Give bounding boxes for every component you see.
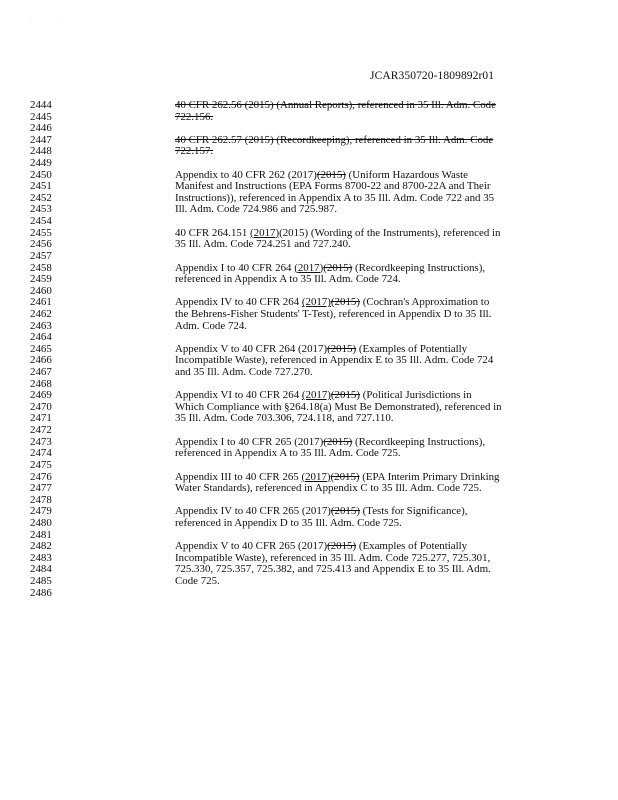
document-line xyxy=(0,100,618,112)
document-line xyxy=(0,367,618,379)
deleted-text: (2015) xyxy=(330,296,360,309)
text-segment: (EPA Interim Primary Drinking xyxy=(359,470,500,483)
deleted-text: (2015) xyxy=(330,470,360,483)
text-segment: referenced in Appendix D to 35 Ill. Adm. Code 725. xyxy=(175,516,402,529)
line-number: 2470 xyxy=(30,400,52,413)
text-segment: Ill. Adm. Code 724.986 and 725.987. xyxy=(175,203,338,216)
document-line xyxy=(0,483,618,495)
document-line xyxy=(0,518,618,530)
line-number: 2458 xyxy=(30,261,52,274)
line-number: 2473 xyxy=(30,435,52,448)
line-number: 2467 xyxy=(30,366,52,379)
line-text xyxy=(175,564,491,576)
text-segment: Code 725. xyxy=(175,574,220,587)
line-text xyxy=(175,448,401,460)
line-text xyxy=(175,576,220,588)
line-number: 2452 xyxy=(30,191,52,204)
line-number: 2461 xyxy=(30,296,52,309)
document-line xyxy=(0,146,618,158)
text-segment: (2015) (Wording of the Instruments), referenced in xyxy=(279,226,501,239)
text-segment: 35 Ill. Adm. Code 703.306, 724.118, and 727.110. xyxy=(175,412,394,425)
text-segment: the Behrens-Fisher Students' T-Test), referenced in Appendix D to 35 Ill. xyxy=(175,307,492,320)
text-segment: Appendix to 40 CFR 262 (2017) xyxy=(175,168,317,181)
deleted-text: (2015) xyxy=(323,261,353,274)
line-number: 2446 xyxy=(30,122,52,135)
inserted-text: (2017) xyxy=(301,296,331,309)
numbered-lines xyxy=(0,100,618,599)
line-number: 2460 xyxy=(30,284,52,297)
text-segment: Appendix V to 40 CFR 264 (2017) xyxy=(175,342,328,355)
line-text xyxy=(175,135,493,147)
line-number: 2444 xyxy=(30,99,52,111)
line-number: 2459 xyxy=(30,273,52,286)
text-segment: Incompatible Waste), referenced in Appendix E to 35 Ill. Adm. Code 724 xyxy=(175,354,494,367)
text-segment: Appendix VI to 40 CFR 264 xyxy=(175,389,302,402)
text-segment: Manifest and Instructions (EPA Forms 8700-22 and 8700-22A and Their xyxy=(175,180,491,193)
text-segment: Water Standards), referenced in Appendix C to 35 Ill. Adm. Code 725. xyxy=(175,482,482,495)
line-number: 2454 xyxy=(30,215,52,228)
line-number: 2464 xyxy=(30,331,52,344)
line-number: 2476 xyxy=(30,470,52,483)
line-text xyxy=(175,367,313,379)
line-number: 2455 xyxy=(30,226,52,239)
text-segment: (Cochran's Approximation to xyxy=(359,296,490,309)
line-number: 2482 xyxy=(30,540,52,553)
text-segment: 35 Ill. Adm. Code 724.251 and 727.240. xyxy=(175,238,351,251)
document-line xyxy=(0,112,618,124)
line-text xyxy=(175,518,402,530)
text-segment: Appendix V to 40 CFR 265 (2017) xyxy=(175,540,328,553)
text-segment: Which Compliance with §264.18(a) Must Be Demonstrated), referenced in xyxy=(175,400,502,413)
document-line xyxy=(0,274,618,286)
line-text xyxy=(175,413,394,425)
line-number: 2478 xyxy=(30,493,52,506)
line-text xyxy=(175,112,213,124)
text-segment: referenced in Appendix A to 35 Ill. Adm. Code 725. xyxy=(175,447,401,460)
text-segment: (Political Jurisdictions in xyxy=(359,389,472,402)
text-segment: (Examples of Potentially xyxy=(356,540,468,553)
text-segment: (Recordkeeping Instructions), xyxy=(352,261,486,274)
line-number: 2447 xyxy=(30,133,52,146)
line-number: 2477 xyxy=(30,482,52,495)
line-text xyxy=(175,239,351,251)
line-text xyxy=(175,274,401,286)
line-number: 2453 xyxy=(30,203,52,216)
text-segment: Appendix IV to 40 CFR 264 xyxy=(175,296,302,309)
document-line xyxy=(0,413,618,425)
line-number: 2484 xyxy=(30,563,52,576)
line-number: 2483 xyxy=(30,551,52,564)
text-segment: Instructions)), referenced in Appendix A to 35 Ill. Adm. Code 722 and 35 xyxy=(175,191,495,204)
text-segment: (Tests for Significance), xyxy=(359,505,468,518)
deleted-text: 722.156. xyxy=(175,110,214,123)
line-number: 2475 xyxy=(30,458,52,471)
document-line xyxy=(0,135,618,147)
deleted-text: (2015) xyxy=(330,505,360,518)
line-number: 2463 xyxy=(30,319,52,332)
text-segment: (Recordkeeping Instructions), xyxy=(352,435,486,448)
line-number: 2450 xyxy=(30,168,52,181)
line-number: 2456 xyxy=(30,238,52,251)
text-segment: Appendix I to 40 CFR 264 xyxy=(175,261,295,274)
line-number: 2469 xyxy=(30,389,52,402)
line-number: 2468 xyxy=(30,377,52,390)
deleted-text: (2015) xyxy=(330,389,360,402)
line-number: 2451 xyxy=(30,180,52,193)
deleted-text: (2015) xyxy=(327,342,357,355)
document-line xyxy=(0,588,618,600)
text-segment: 725.330, 725.357, 725.382, and 725.413 and Appendix E to 35 Ill. Adm. xyxy=(175,563,491,576)
text-segment: (Uniform Hazardous Waste xyxy=(345,168,468,181)
deleted-text: 40 CFR 262.57 (2015) (Recordkeeping), referenced in 35 Ill. Adm. Code xyxy=(175,133,494,146)
line-number: 2480 xyxy=(30,516,52,529)
text-segment: 40 CFR 264.151 xyxy=(175,226,251,239)
line-number: 2486 xyxy=(30,586,52,599)
inserted-text: (2017) xyxy=(301,389,331,402)
document-id-header: JCAR350720-1809892r01 xyxy=(370,70,495,82)
line-number: 2449 xyxy=(30,157,52,170)
deleted-text: (2015) xyxy=(323,435,353,448)
text-segment: Appendix III to 40 CFR 265 xyxy=(175,470,302,483)
line-number: 2465 xyxy=(30,342,52,355)
line-number: 2457 xyxy=(30,249,52,262)
line-number: 2479 xyxy=(30,505,52,518)
line-text xyxy=(175,483,482,495)
line-text xyxy=(175,100,496,112)
inserted-text: (2017) xyxy=(294,261,324,274)
document-line xyxy=(0,204,618,216)
document-line xyxy=(0,564,618,576)
document-line xyxy=(0,239,618,251)
text-segment: Appendix I to 40 CFR 265 (2017) xyxy=(175,435,324,448)
line-number: 2466 xyxy=(30,354,52,367)
document-line xyxy=(0,448,618,460)
line-number: 2445 xyxy=(30,110,52,123)
deleted-text: 40 CFR 262.56 (2015) (Annual Reports), referenced in 35 Ill. Adm. Code xyxy=(175,99,496,111)
deleted-text: (2015) xyxy=(316,168,346,181)
text-segment: Adm. Code 724. xyxy=(175,319,247,332)
deleted-text: 722.157. xyxy=(175,145,214,158)
document-line xyxy=(0,309,618,321)
text-segment: and 35 Ill. Adm. Code 727.270. xyxy=(175,366,313,379)
text-segment: Appendix IV to 40 CFR 265 (2017) xyxy=(175,505,331,518)
text-segment: referenced in Appendix A to 35 Ill. Adm. Code 724. xyxy=(175,273,401,286)
line-number: 2448 xyxy=(30,145,52,158)
line-number: 2462 xyxy=(30,307,52,320)
line-number: 2472 xyxy=(30,424,52,437)
line-number: 2481 xyxy=(30,528,52,541)
line-text xyxy=(175,146,213,158)
scan-artifacts: · · xyxy=(30,20,62,26)
document-line xyxy=(0,576,618,588)
inserted-text: (2017) xyxy=(250,226,280,239)
inserted-text: (2017) xyxy=(301,470,331,483)
line-number: 2485 xyxy=(30,574,52,587)
text-segment: Incompatible Waste), referenced in 35 Ill. Adm. Code 725.277, 725.301, xyxy=(175,551,491,564)
line-number: 2474 xyxy=(30,447,52,460)
deleted-text: (2015) xyxy=(327,540,357,553)
line-number: 2471 xyxy=(30,412,52,425)
text-segment: (Examples of Potentially xyxy=(356,342,468,355)
line-text xyxy=(175,321,247,333)
line-text xyxy=(175,204,337,216)
document-line xyxy=(0,321,618,333)
